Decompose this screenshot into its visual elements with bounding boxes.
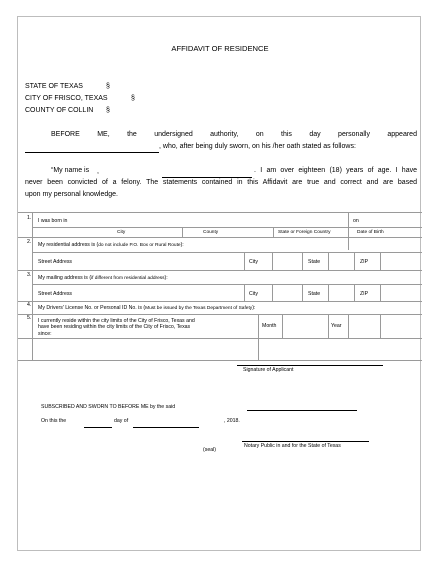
table-divider [348,212,349,250]
item-1-sub-county: County [203,230,219,235]
item-2-label-text: My residential address is ( [38,242,99,248]
item-5-year: Year [331,323,342,329]
item-3-close: ): [164,275,168,281]
section-mark: § [106,107,110,114]
item-1-sub-dob: Date of Birth [357,230,384,235]
item-4-label [38,305,255,311]
table-divider [258,314,259,360]
table-divider [328,252,329,270]
item-5-line: have been residing within the city limits of the City of Frisco, Texas [38,324,191,331]
table-divider [380,284,381,301]
before-word: appeared [387,131,417,138]
year-text: , 2018. [224,418,240,424]
table-divider [354,252,355,270]
item-2-label [38,242,184,248]
table-rule [18,360,422,361]
affidavit-page [17,16,421,551]
table-divider [380,314,381,338]
item-4-label-text: My Drivers' License No. or Personal ID No. is ( [38,305,146,311]
age-line: . I am over eighteen (18) years of age. I have [254,167,417,174]
day-of: day of [114,418,129,424]
item-5-line: since: [38,330,52,337]
item-5-line: I currently reside within the city limits of the City of Frisco, Texas and [38,318,195,324]
item-2-state: State [308,259,321,265]
table-divider [182,227,183,237]
item-4-close: ): [252,305,256,311]
venue-county: COUNTY OF COLLIN [25,107,94,114]
venue-city: CITY OF FRISCO, TEXAS [25,95,108,102]
item-4-note: Must be issued by the Texas Department of Safety [145,306,253,311]
item-1-sub-city: City [117,230,126,235]
table-divider [328,284,329,301]
month-blank[interactable] [133,427,199,428]
before-word: this [281,131,292,138]
table-divider [282,314,283,338]
before-word: ME, [97,131,110,138]
name-blank[interactable] [162,177,252,178]
table-rule [18,338,422,339]
affiant-name-blank[interactable] [25,152,159,153]
item-4-number: 4. [27,302,32,308]
item-3-zip: ZIP [360,291,369,297]
document-title: AFFIDAVIT OF RESIDENCE [171,44,269,53]
name-intro: “My name is [51,167,90,174]
table-divider [348,314,349,338]
before-word: day [309,131,321,138]
section-mark: § [106,83,110,90]
table-divider [302,284,303,301]
before-word: undersigned [154,131,193,138]
before-word: on [255,131,264,138]
section-mark: § [131,95,135,102]
item-5-number: 5. [27,315,32,321]
item-3-number: 3. [27,272,32,278]
item-5-month: Month [262,323,277,329]
before-word: BEFORE [51,131,80,138]
subscribed-name-blank[interactable] [247,410,357,411]
table-rule [18,237,422,238]
day-blank[interactable] [84,427,112,428]
seal-label: (seal) [203,447,216,453]
table-divider [302,252,303,270]
item-2-number: 2. [27,239,32,245]
item-3-label-text: My mailing address is ( [38,275,92,281]
subscribed-text: SUBSCRIBED AND SWORN TO BEFORE ME by the said [41,404,176,410]
item-5-text [38,318,195,337]
table-divider [272,252,273,270]
table-rule [18,270,422,271]
table-rule [18,301,422,302]
item-3-note: if different from residential address [91,276,165,281]
on-this-the: On this the [41,418,67,424]
item-3-city: City [249,291,258,297]
item-2-note: do not include P.O. Box or Rural Route [98,243,181,248]
notary-label: Notary Public in and for the State of Texas [244,443,341,449]
item-2-zip: ZIP [360,259,369,265]
before-word: the [127,131,137,138]
applicant-signature-label: Signature of Applicant [243,367,294,373]
table-divider [273,227,274,237]
name-comma: , [97,168,99,175]
venue-state: STATE OF TEXAS [25,83,83,90]
item-2-city: City [249,259,258,265]
item-1-number: 1. [27,215,32,221]
item-3-street: Street Address [38,291,73,297]
item-1-sub-state: State or Foreign Country [278,230,331,235]
table-rule [18,314,422,315]
table-divider [328,314,329,338]
notary-signature-line[interactable] [242,441,369,442]
table-rule [32,284,422,285]
item-3-label [38,275,168,281]
oath-text: , who, after being duly sworn, on his /her oath stated as follows: [159,143,356,150]
item-1-label: I was born in [38,218,68,224]
item-1-on: on [353,218,359,224]
table-divider [272,284,273,301]
table-rule [18,212,422,213]
before-me-line [51,131,417,138]
item-3-state: State [308,291,321,297]
table-rule [32,252,422,253]
table-rule [32,227,422,228]
statement-line-2: never been convicted of a felony. The statements contained in this Affidavit are true and correct and are based [25,179,417,186]
applicant-signature-line[interactable] [237,365,383,366]
table-divider [380,252,381,270]
table-divider [354,284,355,301]
before-word: authority, [210,131,239,138]
statement-line-3: upon my personal knowledge. [25,191,119,198]
item-2-close: ): [180,242,184,248]
table-divider [244,252,245,270]
table-divider [244,284,245,301]
before-word: personally [338,131,370,138]
item-2-street: Street Address [38,259,73,265]
